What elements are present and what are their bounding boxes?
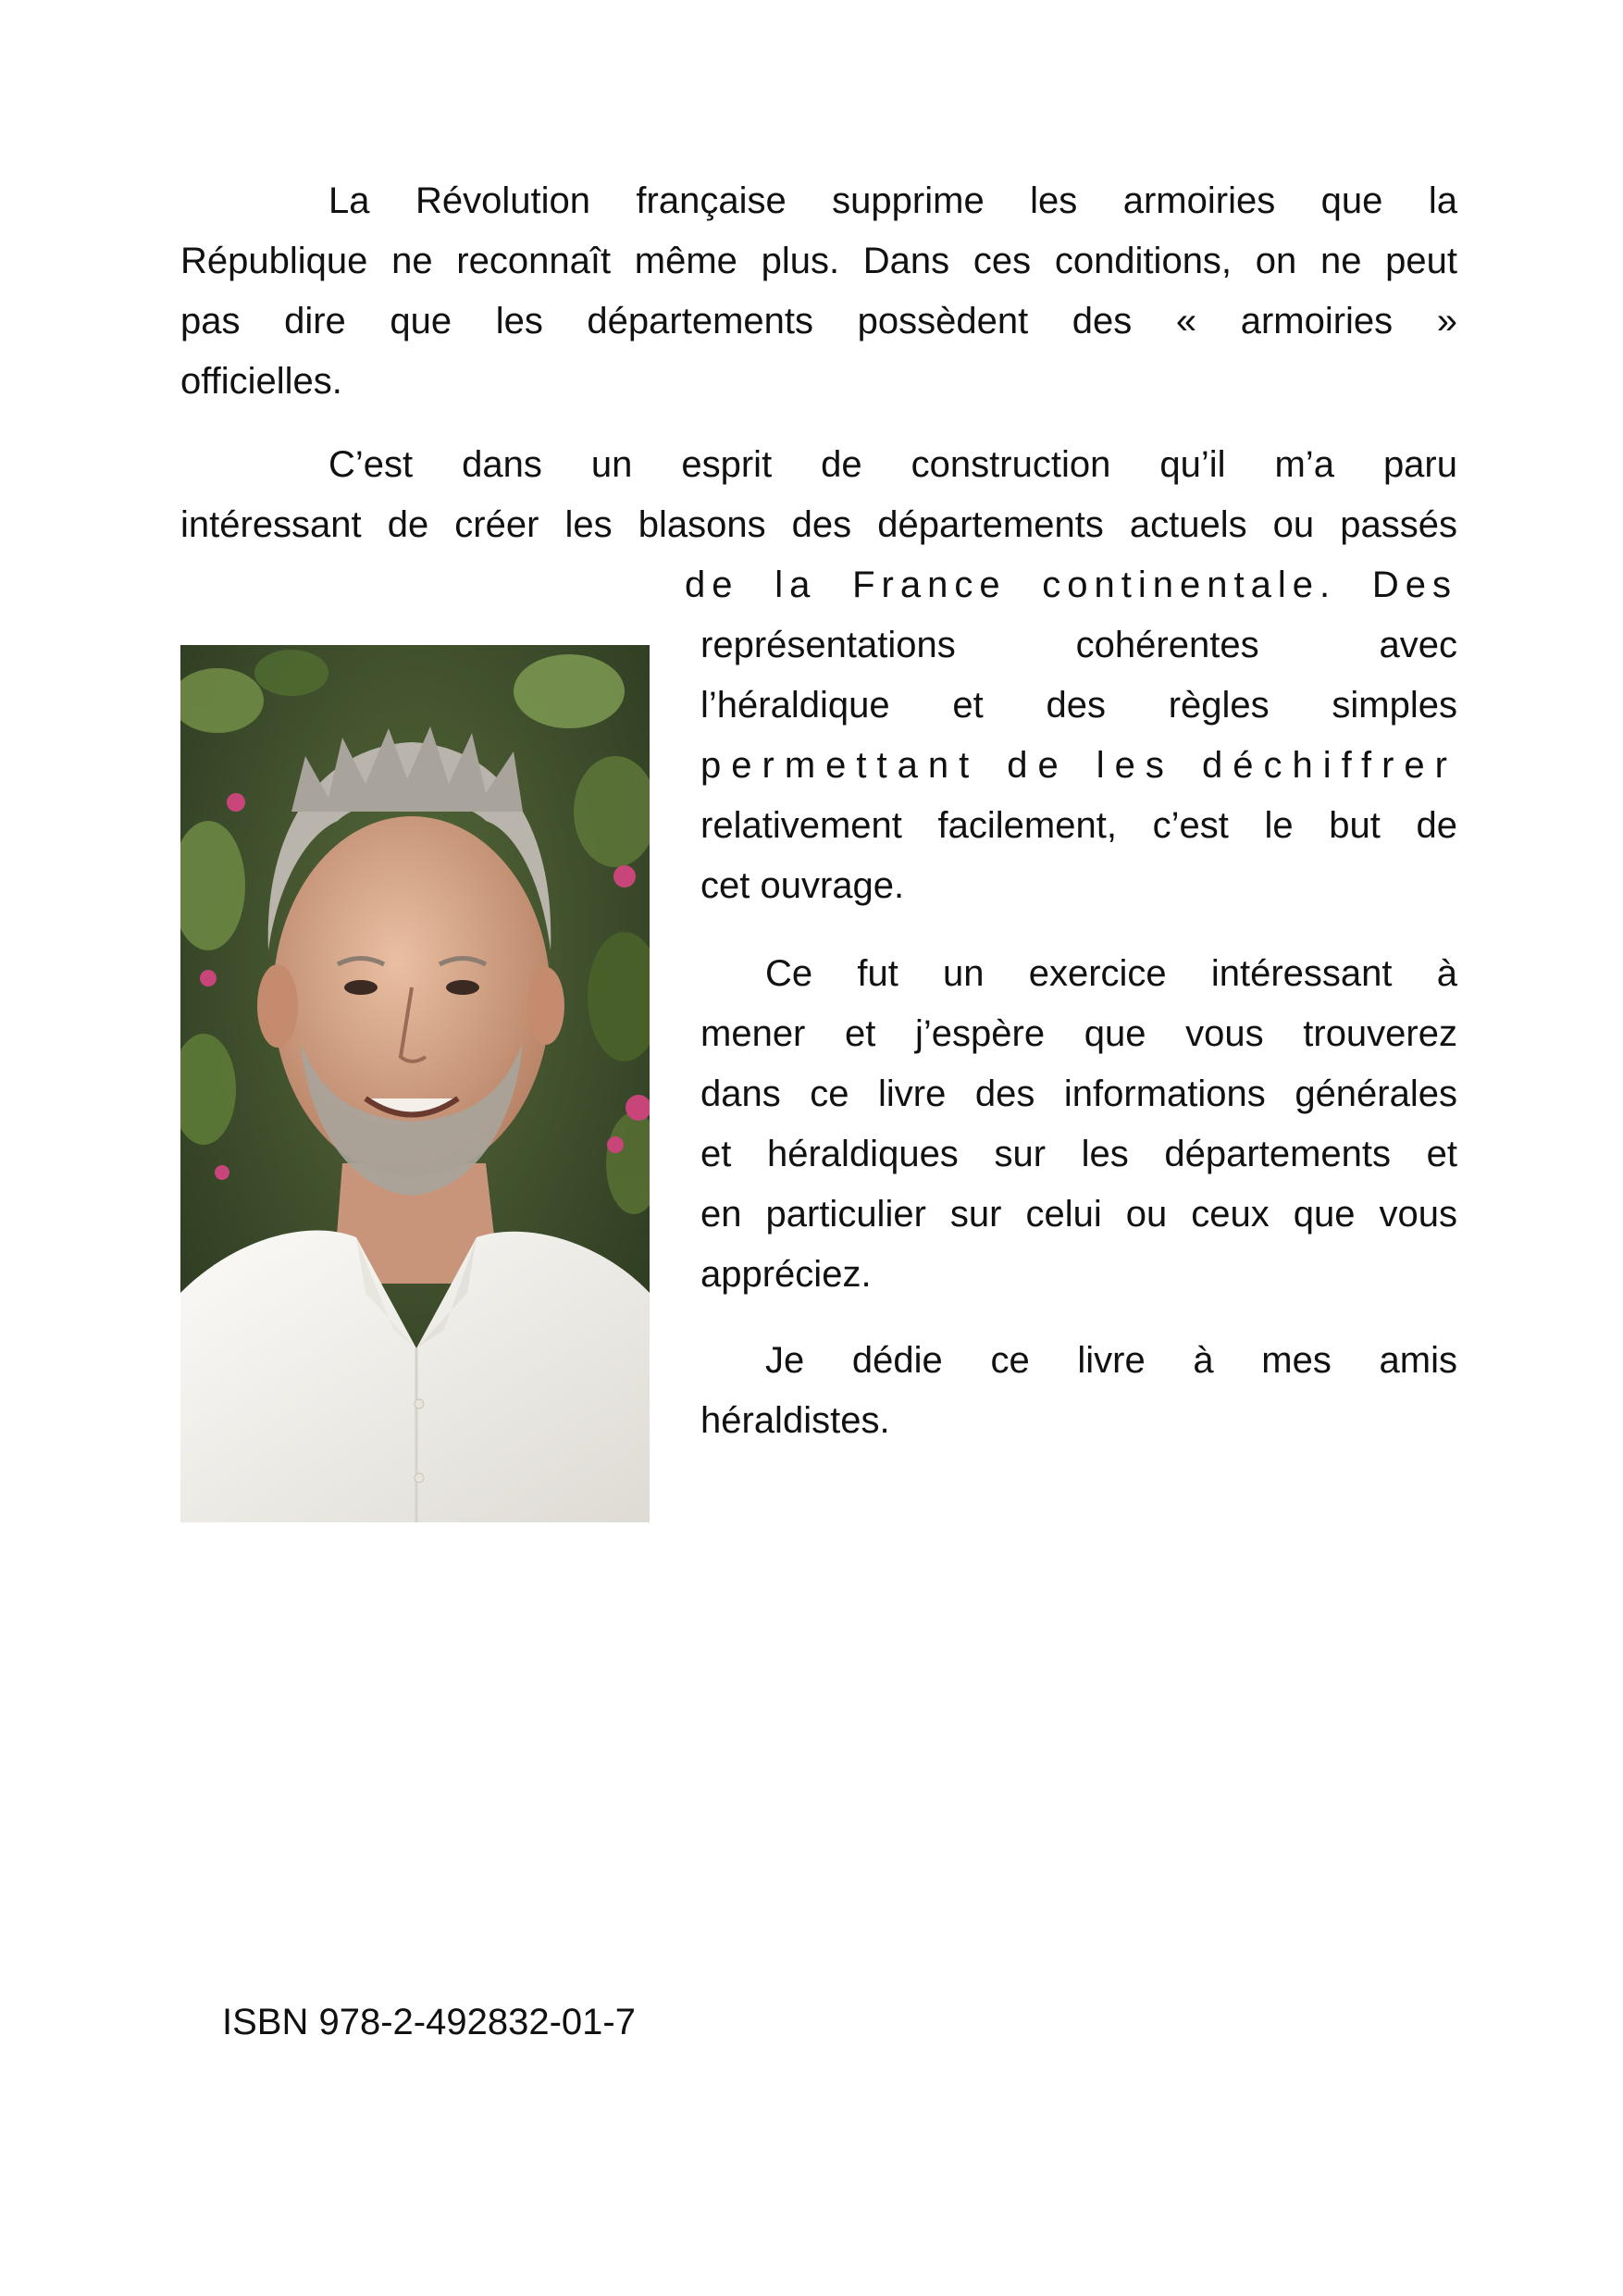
text-line: dans ce livre des informations générales xyxy=(700,1074,1457,1114)
text-line: officielles. xyxy=(180,361,342,402)
text-line: permettant de les déchiffrer xyxy=(700,745,1457,786)
text-line: cet ouvrage. xyxy=(700,865,905,906)
paragraph-dedication xyxy=(700,1331,1457,1451)
text-line: l’héraldique et des règles simples xyxy=(700,685,1457,726)
text-line: La Révolution française supprime les armoiries que la xyxy=(328,180,1457,221)
text-line: en particulier sur celui ou ceux que vous xyxy=(700,1194,1457,1235)
text-line: et héraldiques sur les départements et xyxy=(700,1134,1457,1174)
paragraph-construction xyxy=(180,435,1457,555)
text-line: Ce fut un exercice intéressant à xyxy=(765,953,1457,994)
text-line: intéressant de créer les blasons des départements actuels ou passés xyxy=(180,504,1457,545)
author-portrait-image xyxy=(180,645,650,1522)
text-line: Je dédie ce livre à mes amis xyxy=(765,1340,1457,1381)
text-line: République ne reconnaît même plus. Dans ces conditions, on ne peut xyxy=(180,241,1457,281)
author-photo xyxy=(180,645,650,1522)
text-line: C’est dans un esprit de construction qu’il m’a paru xyxy=(328,444,1457,485)
paragraph-exercise xyxy=(700,944,1457,1305)
isbn-number: ISBN 978-2-492832-01-7 xyxy=(222,2002,636,2042)
text-line: représentations cohérentes avec xyxy=(700,625,1457,665)
paragraph-revolution xyxy=(180,171,1457,412)
text-line: pas dire que les départements possèdent des « armoiries » xyxy=(180,301,1457,341)
text-line: de la France continentale. Des xyxy=(685,565,1457,605)
text-line: relativement facilement, c’est le but de xyxy=(700,805,1457,846)
text-line: héraldistes. xyxy=(700,1400,890,1441)
text-line: appréciez. xyxy=(700,1254,872,1295)
paragraph-construction-wrap xyxy=(685,555,1457,615)
text-line: mener et j’espère que vous trouverez xyxy=(700,1013,1457,1054)
paragraph-construction-side xyxy=(700,615,1457,916)
